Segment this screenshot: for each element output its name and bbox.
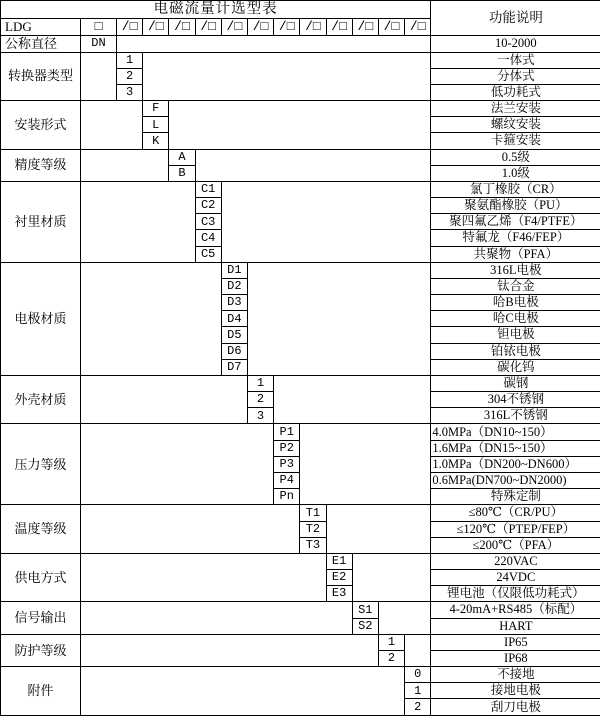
group-label-power-supply: 供电方式 (1, 553, 81, 602)
code-cell: T2 (300, 521, 326, 537)
code-slot: /□ (326, 19, 352, 36)
code-slot: /□ (143, 19, 169, 36)
gap-cell (117, 35, 431, 52)
code-cell: L (143, 117, 169, 133)
desc-cell: 共聚物（PFA） (431, 246, 600, 262)
gap-cell (274, 375, 431, 424)
code-cell: C1 (195, 181, 221, 197)
group-label-temperature-grade: 温度等级 (1, 505, 81, 554)
gap-cell (378, 602, 430, 634)
code-slot: /□ (405, 19, 431, 36)
group-label-protection-grade: 防护等级 (1, 634, 81, 666)
group-label-signal-output: 信号输出 (1, 602, 81, 634)
gap-cell (221, 181, 431, 262)
code-cell: D6 (221, 343, 247, 359)
code-cell: 1 (117, 52, 143, 68)
code-cell: T1 (300, 505, 326, 521)
desc-cell: 分体式 (431, 68, 600, 84)
gap-cell (81, 375, 248, 424)
desc-cell: 0.6MPa(DN700~DN2000) (431, 473, 600, 489)
gap-cell (81, 101, 143, 150)
code-cell: P3 (274, 456, 300, 472)
group-label-accessories: 附件 (1, 667, 81, 716)
desc-cell: 不接地 (431, 667, 600, 683)
code-cell: S2 (352, 618, 378, 634)
code-cell: 3 (117, 84, 143, 100)
gap-cell (300, 424, 431, 505)
code-cell: C4 (195, 230, 221, 246)
desc-cell: 铂铱电极 (431, 343, 600, 359)
desc-cell: 碳化钨 (431, 359, 600, 375)
code-cell: F (143, 101, 169, 117)
code-cell: 2 (117, 68, 143, 84)
gap-cell (169, 101, 431, 150)
code-slot: /□ (117, 19, 143, 36)
page-title: 电磁流量计选型表 (1, 1, 431, 19)
desc-cell: 一体式 (431, 52, 600, 68)
desc-cell: 钽电极 (431, 327, 600, 343)
gap-cell (247, 262, 430, 375)
code-cell: Pn (274, 489, 300, 505)
desc-cell: 哈B电极 (431, 295, 600, 311)
desc-cell: 锂电池（仅限低功耗式） (431, 586, 600, 602)
code-slot: /□ (378, 19, 404, 36)
desc-cell: 4.0MPa（DN10~150） (431, 424, 600, 440)
code-cell: 1 (247, 375, 273, 391)
option-row (1, 35, 600, 52)
desc-cell: 1.0级 (431, 165, 600, 181)
desc-cell: 聚氨酯橡胶（PU） (431, 198, 600, 214)
desc-cell: IP65 (431, 634, 600, 650)
option-row (1, 262, 600, 278)
option-row (1, 375, 600, 391)
option-row (1, 602, 600, 618)
code-cell: D3 (221, 295, 247, 311)
group-label-pressure-grade: 压力等级 (1, 424, 81, 505)
desc-cell: 24VDC (431, 570, 600, 586)
code-slot: /□ (300, 19, 326, 36)
code-cell: C5 (195, 246, 221, 262)
code-cell: D5 (221, 327, 247, 343)
code-cell: T3 (300, 537, 326, 553)
desc-cell: 接地电极 (431, 683, 600, 699)
gap-cell (81, 667, 405, 716)
code-cell: K (143, 133, 169, 149)
code-slot: /□ (195, 19, 221, 36)
code-cell: A (169, 149, 195, 165)
desc-cell: 220VAC (431, 553, 600, 569)
code-cell: D2 (221, 278, 247, 294)
desc-cell: 氯丁橡胶（CR） (431, 181, 600, 197)
desc-cell: 碳钢 (431, 375, 600, 391)
desc-cell: 1.6MPa（DN15~150） (431, 440, 600, 456)
gap-cell (81, 262, 222, 375)
option-row (1, 505, 600, 521)
desc-cell: 聚四氟乙烯（F4/PTFE） (431, 214, 600, 230)
gap-cell (326, 505, 431, 554)
code-cell: P1 (274, 424, 300, 440)
gap-cell (81, 149, 169, 181)
code-cell: DN (81, 35, 117, 52)
gap-cell (81, 553, 327, 602)
gap-cell (81, 52, 117, 101)
desc-cell: 特氟龙（F46/FEP） (431, 230, 600, 246)
gap-cell (81, 602, 353, 634)
code-slot: /□ (169, 19, 195, 36)
desc-cell: 10-2000 (431, 35, 600, 52)
group-label-electrode-material: 电极材质 (1, 262, 81, 375)
code-cell: 2 (378, 650, 404, 666)
option-row (1, 634, 600, 650)
code-cell: C3 (195, 214, 221, 230)
code-cell: B (169, 165, 195, 181)
gap-cell (81, 634, 379, 666)
option-row (1, 424, 600, 440)
gap-cell (81, 181, 196, 262)
code-cell: C2 (195, 198, 221, 214)
gap-cell (195, 149, 431, 181)
code-cell: 2 (247, 392, 273, 408)
group-label-nominal-diameter: 公称直径 (1, 35, 81, 52)
group-label-accuracy-grade: 精度等级 (1, 149, 81, 181)
code-slot: /□ (352, 19, 378, 36)
function-column-header: 功能说明 (431, 1, 600, 36)
code-cell: 2 (405, 699, 431, 716)
desc-cell: 卡箍安装 (431, 133, 600, 149)
option-row (1, 181, 600, 197)
group-label-installation-type: 安装形式 (1, 101, 81, 150)
group-label-converter-type: 转换器类型 (1, 52, 81, 101)
desc-cell: ≤120℃（PTEP/FEP） (431, 521, 600, 537)
desc-cell: 316L电极 (431, 262, 600, 278)
gap-cell (405, 634, 431, 666)
option-row (1, 149, 600, 165)
code-cell: E2 (326, 570, 352, 586)
desc-cell: 4-20mA+RS485（标配） (431, 602, 600, 618)
desc-cell: ≤200℃（PFA） (431, 537, 600, 553)
desc-cell: HART (431, 618, 600, 634)
option-row (1, 667, 600, 683)
option-row (1, 553, 600, 569)
gap-cell (352, 553, 431, 602)
code-cell: 1 (405, 683, 431, 699)
code-cell: P2 (274, 440, 300, 456)
code-slot: /□ (247, 19, 273, 36)
desc-cell: 钛合金 (431, 278, 600, 294)
code-cell: 3 (247, 408, 273, 424)
code-cell: S1 (352, 602, 378, 618)
code-cell: 0 (405, 667, 431, 683)
desc-cell: 螺纹安装 (431, 117, 600, 133)
desc-cell: 1.0MPa（DN200~DN600） (431, 456, 600, 472)
group-label-lining-material: 衬里材质 (1, 181, 81, 262)
desc-cell: 刮刀电极 (431, 699, 600, 716)
code-cell: 1 (378, 634, 404, 650)
code-slot: /□ (221, 19, 247, 36)
code-cell: D4 (221, 311, 247, 327)
code-cell: P4 (274, 473, 300, 489)
option-row (1, 101, 600, 117)
title-row (1, 1, 600, 19)
desc-cell: 316L不锈钢 (431, 408, 600, 424)
code-cell: E3 (326, 586, 352, 602)
desc-cell: 哈C电极 (431, 311, 600, 327)
code-cell: D1 (221, 262, 247, 278)
desc-cell: IP68 (431, 650, 600, 666)
model-prefix: LDG (1, 19, 81, 36)
desc-cell: ≤80℃（CR/PU） (431, 505, 600, 521)
desc-cell: 法兰安装 (431, 101, 600, 117)
group-label-housing-material: 外壳材质 (1, 375, 81, 424)
code-box: □ (81, 19, 117, 36)
gap-cell (81, 424, 274, 505)
desc-cell: 低功耗式 (431, 84, 600, 100)
desc-cell: 0.5级 (431, 149, 600, 165)
gap-cell (143, 52, 431, 101)
code-cell: E1 (326, 553, 352, 569)
desc-cell: 特殊定制 (431, 489, 600, 505)
code-slot: /□ (274, 19, 300, 36)
code-cell: D7 (221, 359, 247, 375)
gap-cell (81, 505, 300, 554)
desc-cell: 304不锈钢 (431, 392, 600, 408)
option-row (1, 52, 600, 68)
